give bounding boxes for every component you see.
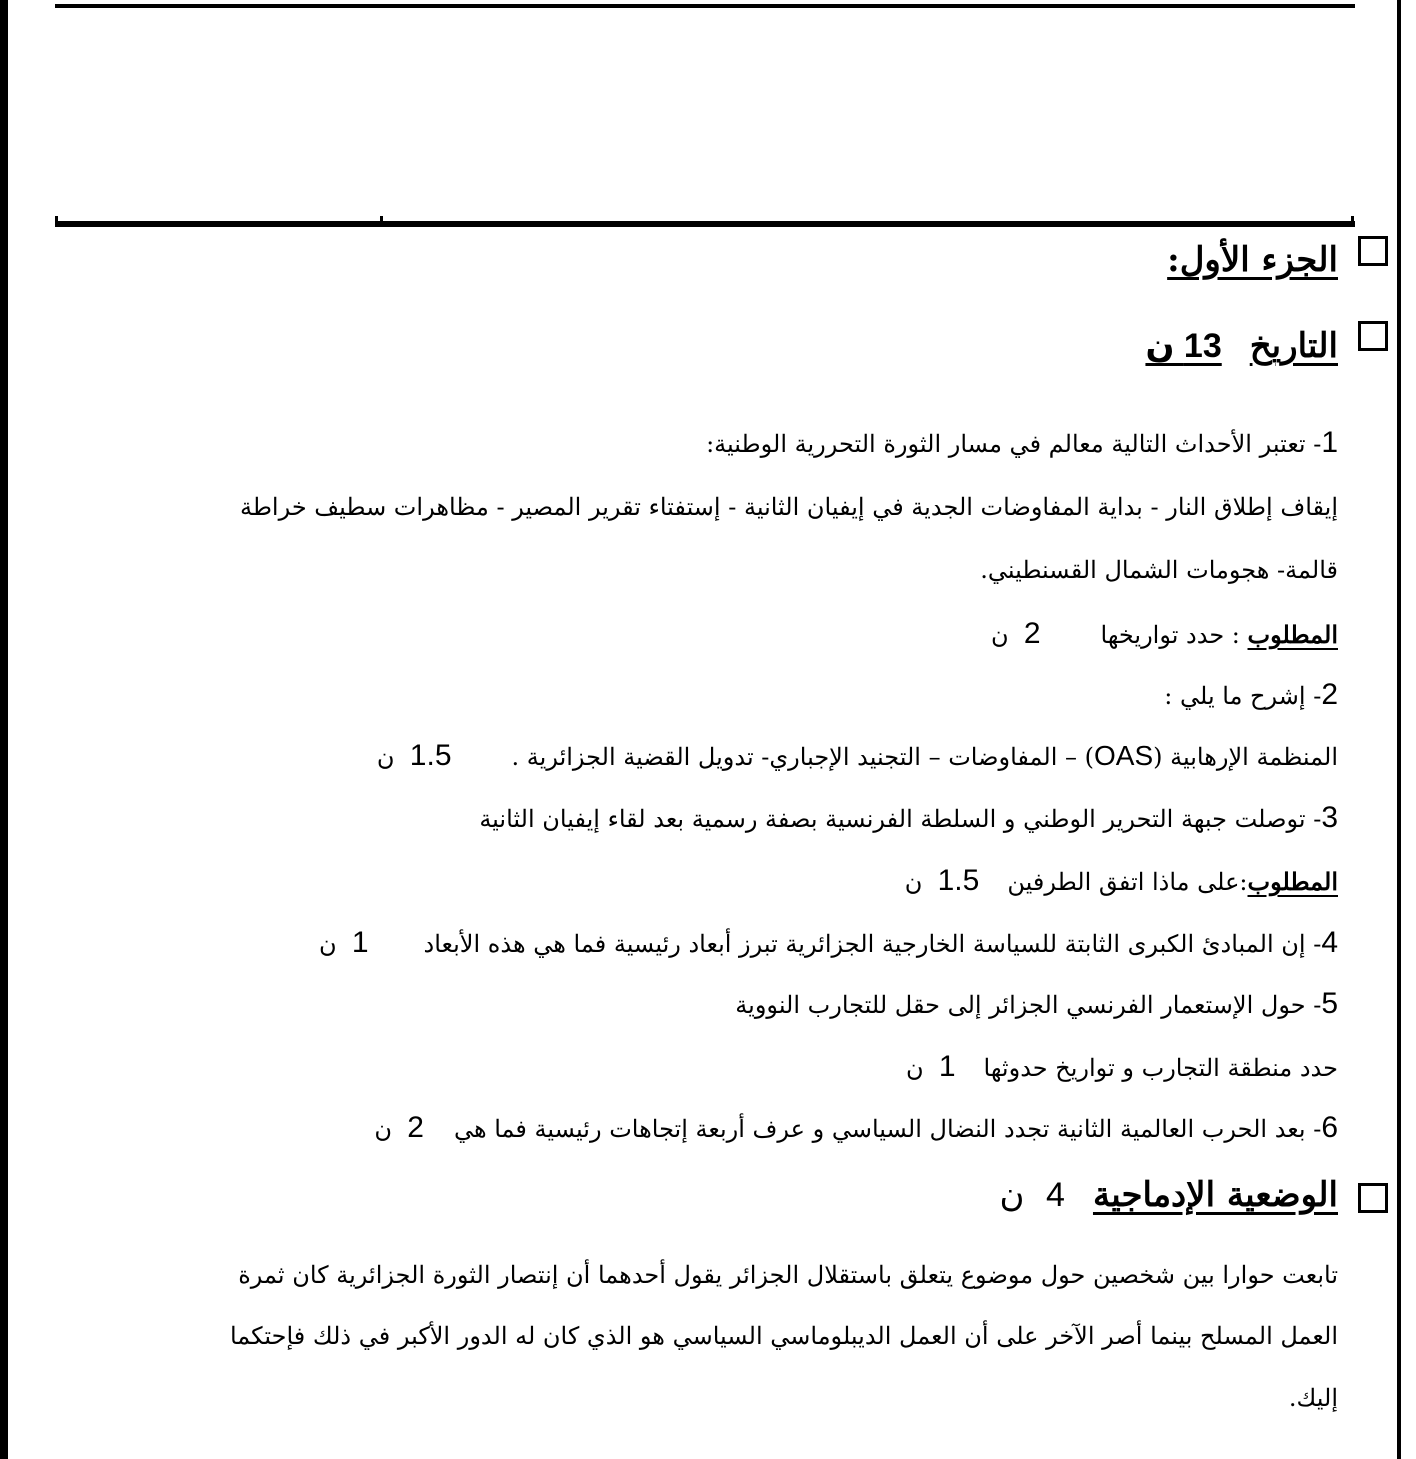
question-4 xyxy=(319,926,1338,960)
question-5 xyxy=(735,987,1338,1021)
points-unit: ن xyxy=(376,743,395,771)
question-text: - إن المبادئ الكبرى الثابتة للسياسة الخارجية الجزائرية تبرز أبعاد رئيسية فما هي هذه الأبعاد xyxy=(423,930,1322,958)
history-title: التاريخ xyxy=(1249,326,1338,366)
requirement-text: :على ماذا اتفق الطرفين xyxy=(1007,868,1248,896)
q3-requirement xyxy=(905,864,1338,898)
question-text: - تعتبر الأحداث التالية معالم في مسار الثورة التحررية الوطنية: xyxy=(706,430,1322,458)
question-2 xyxy=(1164,678,1338,712)
checkbox-integration[interactable] xyxy=(1358,1183,1388,1213)
points-value: 1 xyxy=(351,926,369,959)
q5-sub xyxy=(906,1050,1338,1084)
rule-tick xyxy=(55,216,58,227)
question-text: - إشرح ما يلي : xyxy=(1164,682,1322,710)
q2-terms-b: ) – المفاوضات – التجنيد الإجباري- تدويل القضية الجزائرية . xyxy=(511,743,1094,771)
integration-unit: ن xyxy=(999,1175,1025,1215)
integration-heading xyxy=(999,1175,1338,1215)
points-value: 1.5 xyxy=(409,739,452,772)
question-number: 2 xyxy=(1321,678,1338,711)
checkbox-history[interactable] xyxy=(1358,321,1388,351)
requirement-label: المطلوب xyxy=(1247,867,1338,896)
points-unit: ن xyxy=(905,1054,924,1082)
q2-terms-oas: OAS xyxy=(1094,740,1154,771)
page-left-border xyxy=(0,0,8,1459)
part-one-title: الجزء الأول: xyxy=(1167,240,1338,280)
history-points: 13 ن xyxy=(1145,327,1222,365)
integration-line-1: تابعت حوارا بين شخصين حول موضوع يتعلق باستقلال الجزائر يقول أحدهما أن إنتصار الثورة الجزائرية كان ثمرة xyxy=(238,1261,1338,1289)
requirement-label: المطلوب xyxy=(1247,620,1338,649)
question-number: 1 xyxy=(1321,426,1338,459)
q5-sub-text: حدد منطقة التجارب و تواريخ حدوثها xyxy=(983,1054,1338,1082)
header-top-rule xyxy=(55,4,1355,8)
header-bottom-rule xyxy=(55,221,1355,227)
q1-events-line-2: قالمة- هجومات الشمال القسنطيني. xyxy=(980,556,1338,584)
integration-line-3: إليك. xyxy=(1288,1384,1338,1412)
requirement-text: : حدد تواريخها xyxy=(1100,621,1248,649)
question-number: 5 xyxy=(1321,987,1338,1020)
question-number: 6 xyxy=(1321,1111,1338,1144)
integration-line-2: العمل المسلح بينما أصر الآخر على أن العمل الديبلوماسي السياسي هو الذي كان له الدور الأكبر في ذلك فإحتكما xyxy=(229,1322,1338,1350)
question-text: - حول الإستعمار الفرنسي الجزائر إلى حقل للتجارب النووية xyxy=(735,991,1322,1019)
points-value: 2 xyxy=(407,1111,424,1144)
question-number: 4 xyxy=(1321,926,1338,959)
q2-terms-a: المنظمة الإرهابية ( xyxy=(1153,743,1338,771)
points-value: 2 xyxy=(1023,617,1041,650)
points-unit: ن xyxy=(990,621,1009,649)
question-number: 3 xyxy=(1321,801,1338,834)
points-unit: ن xyxy=(374,1115,392,1143)
points-value: 1 xyxy=(938,1050,956,1083)
question-3 xyxy=(479,801,1338,835)
q1-events-line-1: إيقاف إطلاق النار - بداية المفاوضات الجدية في إيفيان الثانية - إستفتاء تقرير المصير - مظاهرات سطيف خراطة xyxy=(239,493,1338,521)
points-value: 1.5 xyxy=(937,864,980,897)
question-6 xyxy=(374,1111,1338,1145)
points-unit: ن xyxy=(318,930,337,958)
points-unit: ن xyxy=(904,868,923,896)
integration-points: 4 xyxy=(1046,1176,1065,1214)
checkbox-part-one[interactable] xyxy=(1358,236,1388,266)
question-1 xyxy=(706,426,1338,460)
page-right-border xyxy=(1397,0,1401,1459)
rule-tick xyxy=(380,216,383,227)
rule-tick xyxy=(1351,216,1354,227)
q2-terms xyxy=(377,739,1338,773)
question-text: - بعد الحرب العالمية الثانية تجدد النضال السياسي و عرف أربعة إتجاهات رئيسية فما هي xyxy=(453,1115,1322,1143)
question-text: - توصلت جبهة التحرير الوطني و السلطة الفرنسية بصفة رسمية بعد لقاء إيفيان الثانية xyxy=(479,805,1322,833)
q1-requirement xyxy=(991,617,1338,651)
history-heading xyxy=(1145,326,1338,366)
integration-title: الوضعية الإدماجية xyxy=(1092,1175,1338,1215)
